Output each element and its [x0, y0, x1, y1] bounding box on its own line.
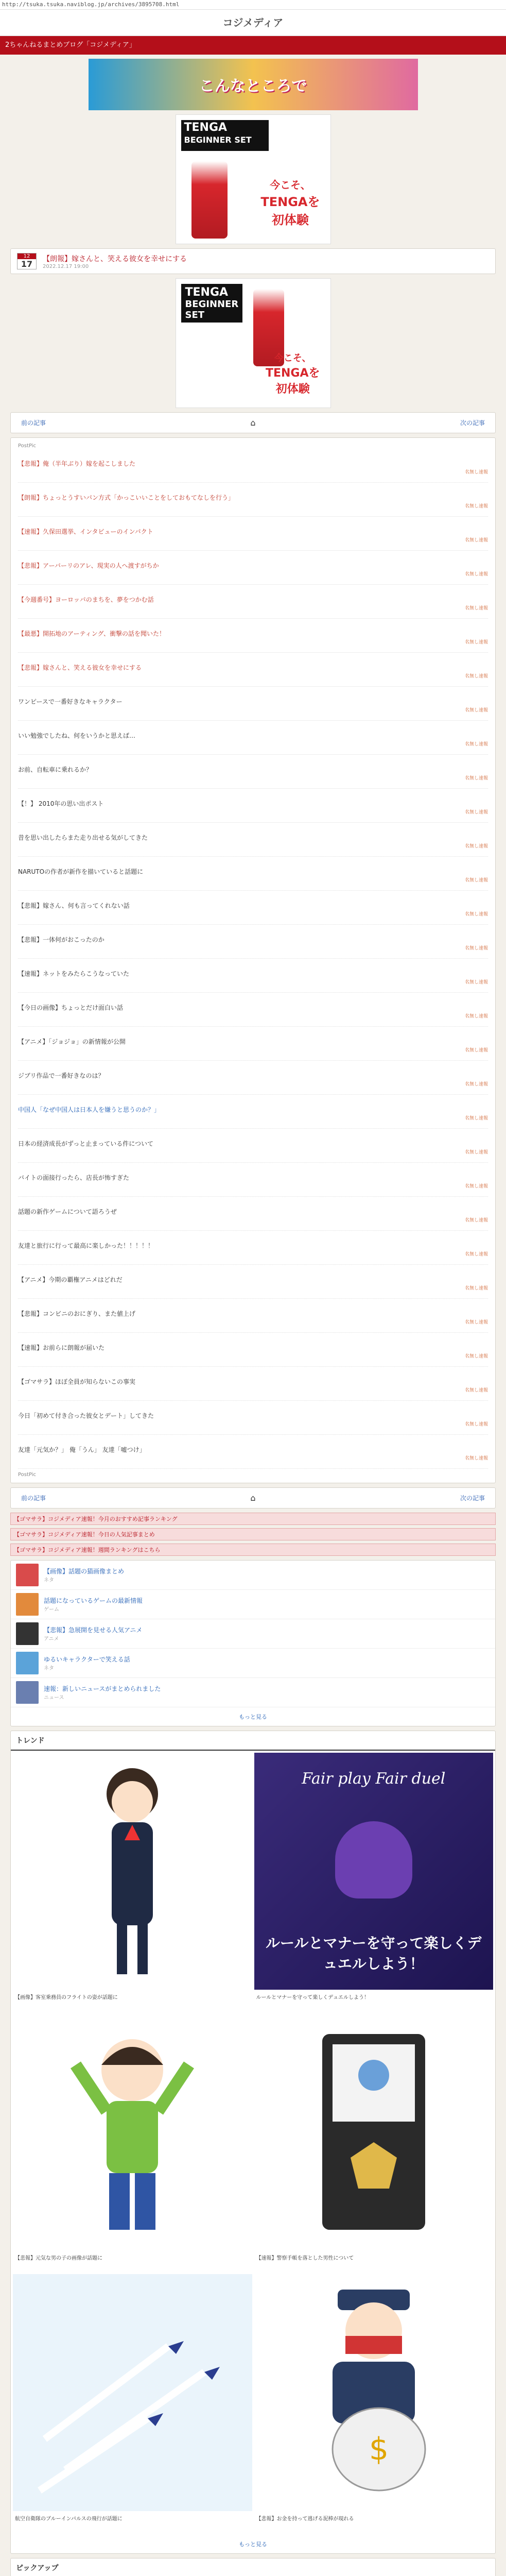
next-article-link[interactable]: 次の記事 [460, 419, 485, 427]
post-name: 名無し速報 [464, 844, 488, 849]
related-title: 【画像】話題の猫画像まとめ [44, 1568, 125, 1575]
tenga-ad-1-title: TENGA [184, 121, 228, 134]
site-logo[interactable]: コジメディア [0, 10, 506, 36]
post-text[interactable]: バイトの面接行ったら、店長が怖すぎた [18, 1174, 130, 1181]
post-name: 名無し速報 [464, 1422, 488, 1427]
post-name: 名無し速報 [464, 708, 488, 713]
post-name: 名無し速報 [464, 1218, 488, 1223]
post-item [18, 721, 488, 755]
post-text[interactable]: いい勉強でしたね、何をいうかと思えば… [18, 732, 136, 739]
thread-body [10, 437, 496, 1483]
list-item[interactable] [11, 1678, 495, 1707]
post-name: 名無し速報 [464, 946, 488, 951]
post-item [18, 1197, 488, 1231]
post-item [18, 1061, 488, 1095]
tenga-ad-1-line4: TENGAを [260, 195, 320, 209]
url-bar[interactable]: http://tsuka.tsuka.naviblog.jp/archives/3895708.html [0, 0, 506, 10]
tenga-ad-2-l5: TENGAを [265, 367, 320, 380]
trend-card[interactable] [254, 2274, 494, 2533]
thief-illustration [254, 2274, 494, 2511]
post-item [18, 925, 488, 959]
list-item[interactable] [11, 1561, 495, 1590]
list-item[interactable] [11, 1590, 495, 1619]
post-item [18, 517, 488, 551]
trend-heading: トレンド [11, 1731, 495, 1751]
related-title: ゆるいキャラクターで笑える話 [44, 1656, 130, 1663]
thread-label: PostPic [18, 443, 37, 449]
attendant-illustration [13, 1753, 252, 1990]
thumbnail-image [16, 1652, 39, 1674]
post-list [18, 449, 488, 1469]
duel-ghost-icon [335, 1821, 412, 1899]
post-text[interactable]: ワンピースで一番好きなキャラクター [18, 698, 123, 705]
post-name: 名無し速報 [464, 674, 488, 679]
post-text[interactable]: 友達と旅行に行って最高に楽しかった！！！！！ [18, 1242, 154, 1249]
post-name: 名無し速報 [464, 1048, 488, 1053]
date-day: 17 [21, 259, 33, 269]
related-list [10, 1560, 496, 1726]
post-text[interactable]: 中国人「なぜ中国人は日本人を嫌うと思うのか？」 [18, 1106, 161, 1113]
post-name: 名無し速報 [464, 1456, 488, 1461]
post-item [18, 1265, 488, 1299]
tenga-ad-2-l6: 初体験 [275, 383, 310, 396]
trend-card[interactable] [254, 1753, 494, 2011]
post-text[interactable]: 【ゴマサラ】ほぼ全員が知らないこの事実 [18, 1378, 136, 1385]
list-item[interactable] [11, 1649, 495, 1678]
tenga-ad-1-sub: BEGINNER SET [184, 135, 252, 145]
post-name: 名無し速報 [464, 1252, 488, 1257]
pager-top [10, 412, 496, 433]
trend-caption: ルールとマナーを守って楽しくデュエルしよう！ [256, 1995, 369, 2001]
post-text[interactable]: 【最悪】開拓地のアーティング、衝撃の話を聞いた！ [18, 630, 165, 637]
post-text[interactable]: 話題の新作ゲームについて語ろうぜ [18, 1208, 117, 1215]
post-text[interactable]: 日本の経済成長がずっと止まっている件について [18, 1140, 154, 1147]
post-text[interactable]: 【アニメ】「ジョジョ」の新情報が公開 [18, 1038, 126, 1045]
date-month: 12 [18, 253, 36, 259]
article-header [10, 248, 496, 274]
pager-bottom [10, 1487, 496, 1509]
related-sub: ネタ [44, 1666, 54, 1671]
post-text[interactable]: 【今日の画像】ちょっとだけ面白い話 [18, 1004, 124, 1011]
pickup-section [10, 2558, 496, 2576]
post-name: 名無し速報 [464, 810, 488, 815]
post-name: 名無し速報 [464, 742, 488, 747]
post-name: 名無し速報 [464, 606, 488, 611]
post-name: 名無し速報 [464, 1014, 488, 1019]
post-item [18, 823, 488, 857]
post-name: 名無し速報 [464, 1286, 488, 1291]
post-name: 名無し速報 [464, 980, 488, 985]
promo-banner-3[interactable]: 【ゴマサラ】コジメディア速報！週間ランキングはこちら [10, 1544, 496, 1556]
post-text[interactable]: NARUTOの作者が新作を描いていると話題に [18, 868, 144, 875]
trend-card[interactable] [13, 1753, 252, 2011]
boy-illustration [13, 2013, 252, 2250]
thread-label-bottom: PostPic [18, 1472, 37, 1478]
tenga-product-image [191, 161, 228, 239]
post-name: 名無し速報 [464, 878, 488, 883]
tenga-ad-2-l2: BEGINNER [185, 299, 239, 310]
top-ad-text: こんなところで [199, 77, 307, 95]
post-name: 名無し速報 [464, 470, 488, 475]
post-item [18, 959, 488, 993]
post-name: 名無し速報 [464, 912, 488, 917]
post-text[interactable]: 【速報】久保田選挙、インタビューのインパクト [18, 528, 153, 535]
post-name: 名無し速報 [464, 538, 488, 543]
related-title: 話題になっているゲームの最新情報 [44, 1597, 143, 1604]
post-text[interactable]: 友達「元気か？」 俺「うん」 友達「嘘つけ」 [18, 1446, 146, 1453]
post-item [18, 585, 488, 619]
post-item [18, 483, 488, 517]
post-text[interactable]: 【悲報】コンビニのおにぎり、また値上げ [18, 1310, 136, 1317]
post-name: 名無し速報 [464, 1320, 488, 1325]
post-item [18, 619, 488, 653]
post-text[interactable]: 【速報】ネットをみたらこうなっていた [18, 970, 130, 977]
tenga-ad-1[interactable] [176, 114, 331, 244]
related-sub: アニメ [44, 1636, 59, 1642]
post-item [18, 1435, 488, 1469]
post-item [18, 1163, 488, 1197]
post-item [18, 1299, 488, 1333]
post-text[interactable]: 【悲報】嫁さん、何も言ってくれない話 [18, 902, 130, 909]
post-name: 名無し速報 [464, 640, 488, 645]
post-item [18, 1367, 488, 1401]
post-text[interactable]: 【アニメ】今期の覇権アニメはどれだ [18, 1276, 123, 1283]
post-name: 名無し速報 [464, 1354, 488, 1359]
top-ad-banner[interactable] [89, 59, 418, 110]
post-item [18, 551, 488, 585]
thumbnail-image [16, 1622, 39, 1645]
svg-text:$: $ [369, 2431, 389, 2467]
duel-text: ルールとマナーを守って楽しくデュエルしよう！ [266, 1934, 482, 1972]
trend-section [10, 1731, 496, 2554]
prev-article-link-bottom[interactable]: 前の記事 [21, 1495, 46, 1502]
trend-more-link[interactable]: もっと見る [239, 2541, 267, 2548]
post-item [18, 687, 488, 721]
tenga-ad-2-l3: SET [185, 310, 205, 320]
post-name: 名無し速報 [464, 776, 488, 781]
tenga-ad-1-line3: 今こそ、 [270, 179, 311, 191]
related-title: 【悲報】急展開を見せる人気アニメ [44, 1626, 143, 1634]
trend-caption: 【画像】客室乗務員のフライトの姿が話題に [15, 1995, 118, 2001]
trend-card[interactable] [254, 2013, 494, 2272]
trend-caption: 【悲報】お金を持って逃げる泥棒が現れる [256, 2516, 354, 2522]
related-title: 速報：新しいニュースがまとめられました [44, 1685, 161, 1692]
article-title: 【朗報】嫁さんと、笑える彼女を幸せにする [43, 255, 187, 263]
post-item [18, 1333, 488, 1367]
post-name: 名無し速報 [464, 1082, 488, 1087]
tenga-ad-2[interactable] [176, 278, 331, 408]
post-item [18, 1095, 488, 1129]
thumbnail-image [16, 1593, 39, 1616]
post-text[interactable]: 今日「初めて付き合った彼女とデート」してきた [18, 1412, 154, 1419]
thumbnail-image [16, 1681, 39, 1704]
trend-caption: 【悲報】元気な男の子の画像が話題に [15, 2256, 102, 2261]
jets-illustration [13, 2274, 252, 2511]
post-item [18, 755, 488, 789]
post-name: 名無し速報 [464, 572, 488, 577]
post-text[interactable]: 【悲報】嫁さんと、笑える彼女を幸せにする [18, 664, 142, 671]
promo-banner-1[interactable]: 【ゴマサラ】コジメディア速報！今月のおすすめ記事ランキング [10, 1513, 496, 1525]
post-item [18, 789, 488, 823]
thumbnail-image [16, 1564, 39, 1586]
post-item [18, 1231, 488, 1265]
post-text[interactable]: 【今週番号】ヨーロッパのまちを、夢をつかむ話 [18, 596, 154, 603]
home-icon[interactable]: ⌂ [250, 418, 256, 428]
home-icon-bottom[interactable]: ⌂ [250, 1493, 256, 1503]
trend-caption: 【速報】警察手帳を落とした男性について [256, 2256, 354, 2261]
prev-article-link[interactable]: 前の記事 [21, 419, 46, 427]
promo-banner-2[interactable]: 【ゴマサラ】コジメディア速報！今日の人気記事まとめ [10, 1528, 496, 1540]
post-item [18, 1027, 488, 1061]
post-name: 名無し速報 [464, 1150, 488, 1155]
topbar: 2ちゃんねるまとめブログ「コジメディア」 [0, 36, 506, 55]
tenga-ad-2-l4: 今こそ、 [274, 353, 311, 364]
next-article-link-bottom[interactable]: 次の記事 [460, 1495, 485, 1502]
post-text[interactable]: 【速報】お前らに朗報が届いた [18, 1344, 105, 1351]
post-item [18, 449, 488, 483]
pickup-heading: ピックアップ [11, 2558, 495, 2576]
post-name: 名無し速報 [464, 504, 488, 509]
duel-top-text: Fair play Fair duel [302, 1769, 446, 1788]
trend-card[interactable] [13, 2274, 252, 2533]
post-text[interactable]: 【！】 2010年の思い出ポスト [18, 800, 104, 807]
related-sub: ゲーム [44, 1607, 59, 1613]
post-item [18, 857, 488, 891]
related-more-link[interactable]: もっと見る [239, 1714, 267, 1720]
post-item [18, 653, 488, 687]
article-meta: 2022.12.17 19:00 [43, 263, 89, 269]
post-text[interactable]: 【朗報】ちょっとうすいパン方式「かっこいいことをしておもてなしを行う」 [18, 494, 235, 501]
post-text[interactable]: お前、自転車に乗れるか？ [18, 766, 93, 773]
post-text[interactable]: ジブリ作品で一番好きなのは？ [18, 1072, 104, 1079]
post-item [18, 1129, 488, 1163]
post-name: 名無し速報 [464, 1184, 488, 1189]
post-item [18, 993, 488, 1027]
post-text[interactable]: 【悲報】一体何がおこったのか [18, 936, 104, 943]
related-sub: ネタ [44, 1578, 54, 1583]
post-text[interactable]: 【悲報】俺（半年ぶり）嫁を起こしました [18, 460, 136, 467]
tenga-ad-1-line5: 初体験 [271, 213, 309, 227]
related-sub: ニュース [44, 1695, 64, 1701]
post-item [18, 891, 488, 925]
post-text[interactable]: 昔を思い出したらまた走り出せる気がしてきた [18, 834, 148, 841]
date-box [17, 253, 37, 269]
post-item [18, 1401, 488, 1435]
post-name: 名無し速報 [464, 1388, 488, 1393]
post-text[interactable]: 【悲報】アーバーリのアレ、現実の人へ渡すがちか [18, 562, 159, 569]
post-name: 名無し速報 [464, 1116, 488, 1121]
tenga-ad-2-l1: TENGA [185, 286, 229, 299]
trend-caption: 航空自衛隊のブルーインパルスの飛行が話題に [15, 2516, 123, 2522]
trend-card[interactable] [13, 2013, 252, 2272]
police-badge-illustration [254, 2013, 494, 2250]
list-item[interactable] [11, 1619, 495, 1649]
duel-illustration [254, 1753, 494, 1990]
